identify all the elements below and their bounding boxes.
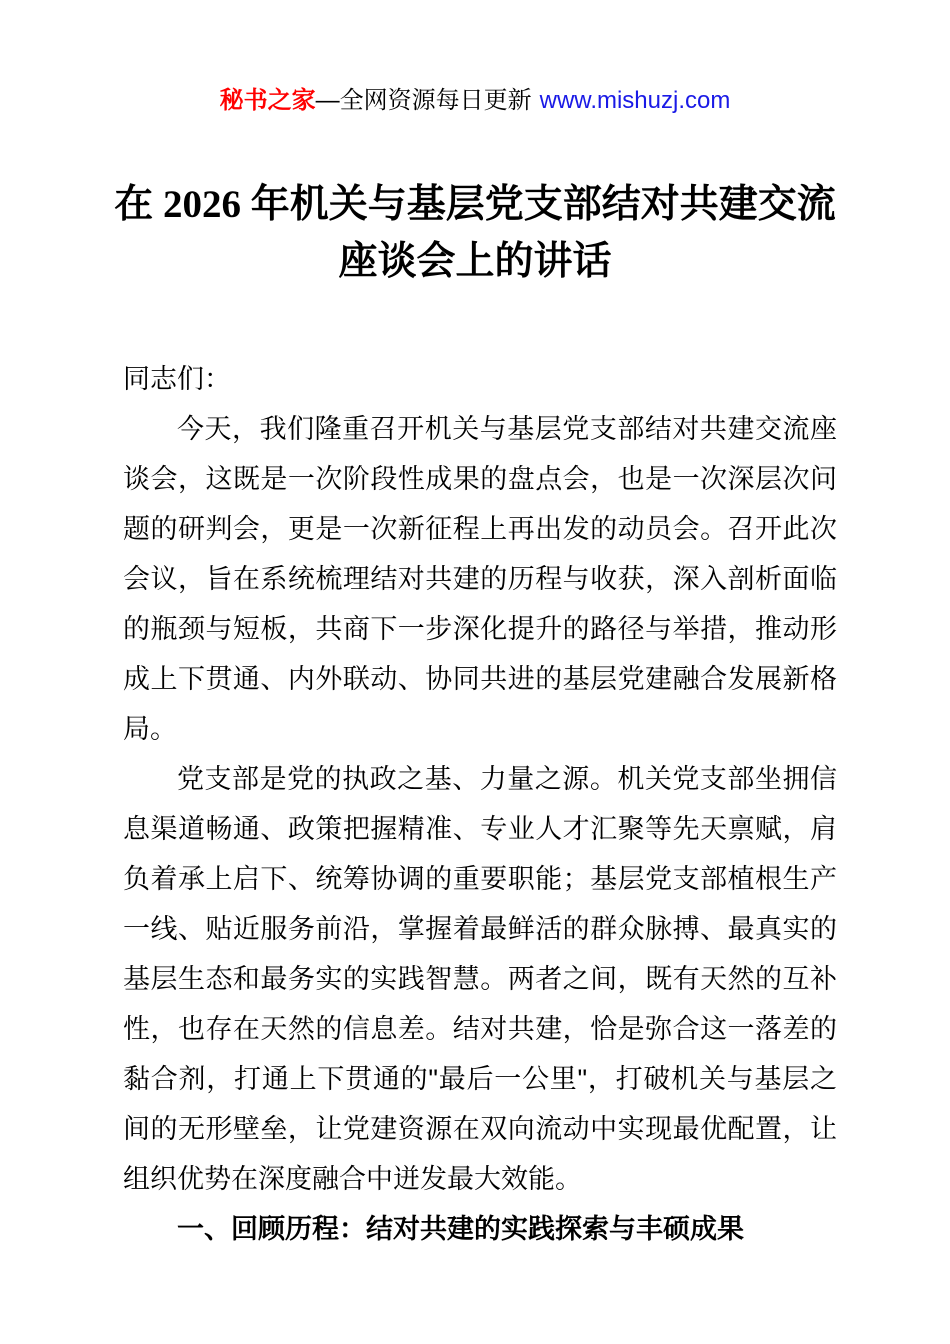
document-title-line-2: 座谈会上的讲话 (338, 240, 612, 283)
document-title-line-1: 在 2026 年机关与基层党支部结对共建交流 (114, 183, 836, 226)
site-url-link[interactable]: www.mishuzj.com (539, 87, 731, 114)
document-title (95, 176, 855, 290)
document-body (123, 354, 837, 1254)
section-heading: 一、回顾历程：结对共建的实践探索与丰硕成果 (177, 1214, 744, 1244)
site-header (0, 86, 950, 116)
site-tagline: —全网资源每日更新 (315, 87, 532, 114)
paragraph-1: 今天，我们隆重召开机关与基层党支部结对共建交流座谈会，这既是一次阶段性成果的盘点会，也是一次深层次问题的研判会，更是一次新征程上再出发的动员会。召开此次会议，旨在系统梳理结对共建的历程与收获，深入剖析面临的瓶颈与短板，共商下一步深化提升的路径与举措，推动形成上下贯通、内外联动、协同共进的基层党建融合发展新格局。 (123, 414, 837, 744)
paragraph-2: 党支部是党的执政之基、力量之源。机关党支部坐拥信息渠道畅通、政策把握精准、专业人才汇聚等先天禀赋，肩负着承上启下、统筹协调的重要职能；基层党支部植根生产一线、贴近服务前沿，掌握着最鲜活的群众脉搏、最真实的基层生态和最务实的实践智慧。两者之间，既有天然的互补性，也存在天然的信息差。结对共建，恰是弥合这一落差的黏合剂，打通上下贯通的"最后一公里"，打破机关与基层之间的无形壁垒，让党建资源在双向流动中实现最优配置，让组织优势在深度融合中迸发最大效能。 (123, 764, 837, 1194)
site-name: 秘书之家 (219, 87, 316, 114)
salutation: 同志们： (123, 364, 231, 394)
